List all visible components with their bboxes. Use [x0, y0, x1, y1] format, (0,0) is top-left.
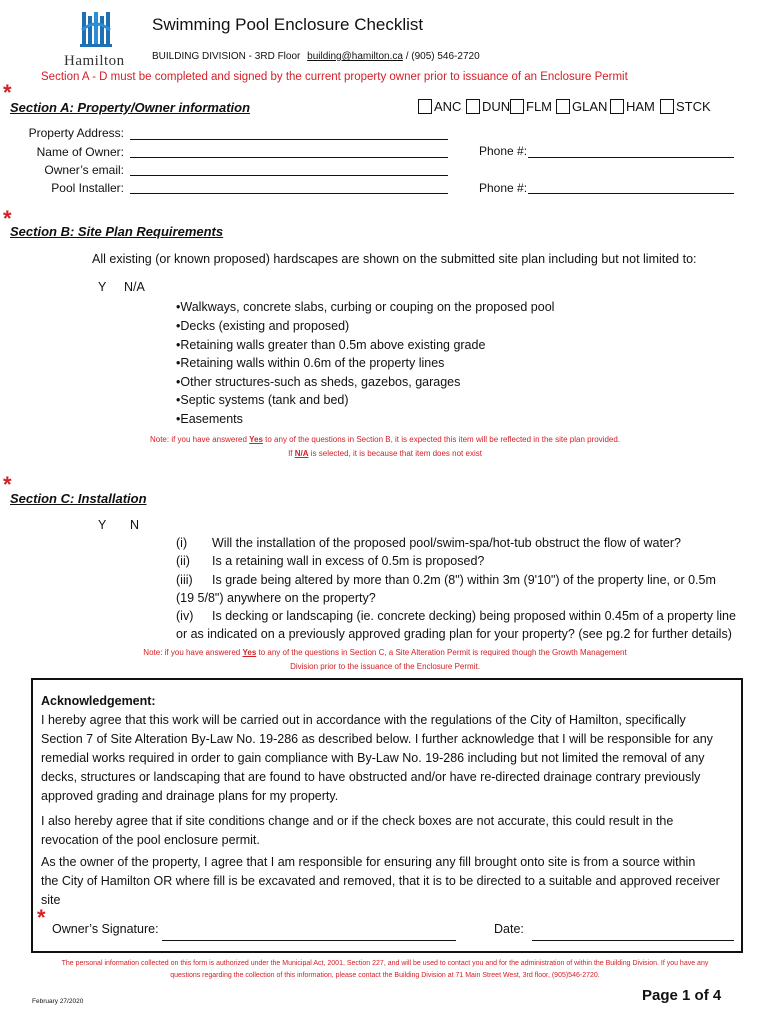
list-item: •Other structures-such as sheds, gazebos, garages [176, 375, 461, 389]
page-title: Swimming Pool Enclosure Checklist [152, 15, 424, 34]
checkbox-anc[interactable] [418, 98, 461, 114]
acknowledgement-text: remedial works required in order to gain compliance with By-Law No. 19-286 including but not limited the removal of any [41, 751, 705, 765]
checkbox-label: ANC [434, 98, 462, 114]
required-asterisk: * [3, 80, 12, 105]
owner-phone-label: Phone #: [479, 144, 528, 158]
date-label: Date: [494, 922, 524, 936]
checkbox-label: GLAN [572, 98, 608, 114]
privacy-notice-cont: questions regarding the collection of this information, please contact the Building Division at 71 Main Street West, 3rd floor, (905)546-2720. [170, 972, 600, 979]
contact-prefix: BUILDING DIVISION - 3RD Floor [152, 51, 301, 62]
list-item: •Decks (existing and proposed) [176, 319, 350, 333]
checkbox-label: STCK [676, 98, 711, 114]
column-y-label: Y [98, 280, 107, 294]
acknowledgement-text: Section 7 of Site Alteration By-Law No. 19-286 as described below. I further acknowledge that I will be responsible for any [41, 732, 713, 746]
checkbox-box[interactable] [510, 99, 524, 114]
checkbox-box[interactable] [466, 99, 480, 114]
question-text: Is a retaining wall in excess of 0.5m is proposed? [212, 554, 485, 568]
column-y-label: Y [98, 518, 107, 532]
owner-email-field[interactable] [130, 175, 448, 176]
checkbox-label: FLM [526, 98, 552, 114]
acknowledgement-text: site [41, 893, 61, 907]
column-n-label: N [130, 518, 140, 532]
acknowledgement-text: approved grading and drainage plans for my property. [41, 789, 339, 803]
pool-installer-label: Pool Installer: [51, 181, 124, 195]
question-number: (iv) [176, 609, 194, 623]
section-b-note: Note: if you have answered Yes to any of the questions in Section B, it is expected this item will be reflected in the site plan provided. [149, 435, 621, 444]
section-c-note-cont: Division prior to the issuance of the Enclosure Permit. [290, 662, 480, 671]
requirement-notice: Section A - D must be completed and signed by the current property owner prior to issuance of an Enclosure Permit [41, 71, 628, 83]
checkbox-flm[interactable] [510, 98, 552, 114]
contact-line [152, 51, 480, 62]
question-text-continued: or as indicated on a previously approved grading plan for your property? (see pg.2 for further details) [176, 627, 732, 641]
required-asterisk: * [37, 905, 46, 930]
city-logo [64, 10, 136, 69]
list-item: •Retaining walls within 0.6m of the property lines [176, 356, 445, 370]
list-item: •Easements [176, 412, 243, 426]
owner-name-label: Name of Owner: [36, 145, 124, 159]
section-b-title: Section B: Site Plan Requirements [10, 224, 224, 239]
list-item: •Retaining walls greater than 0.5m above existing grade [176, 338, 486, 352]
checkbox-label: HAM [626, 98, 655, 114]
section-b-note-na: If N/A is selected, it is because that item does not exist [288, 449, 482, 458]
hamilton-crest-icon [64, 10, 136, 50]
checkbox-box[interactable] [418, 99, 432, 114]
list-item: •Walkways, concrete slabs, curbing or couping on the proposed pool [176, 300, 555, 314]
property-address-label: Property Address: [28, 126, 124, 140]
checkbox-box[interactable] [610, 99, 624, 114]
required-asterisk: * [3, 472, 12, 497]
contact-phone: / (905) 546-2720 [405, 51, 480, 62]
page-number: Page 1 of 4 [642, 987, 722, 1004]
pool-installer-field[interactable] [130, 193, 448, 194]
required-asterisk: * [3, 206, 12, 231]
acknowledgement-text: I hereby agree that this work will be carried out in accordance with the regulations of the City of Hamilton, specifically [41, 713, 686, 727]
acknowledgement-heading: Acknowledgement: [41, 694, 156, 708]
owner-email-label: Owner’s email: [44, 163, 124, 177]
checkbox-glan[interactable] [556, 98, 607, 114]
checkbox-label: DUN [482, 98, 511, 114]
section-c-title: Section C: Installation [10, 491, 147, 506]
acknowledgement-text: revocation of the pool enclosure permit. [41, 833, 260, 847]
revision-date: February 27/2020 [32, 998, 84, 1005]
section-c-note: Note: if you have answered Yes to any of the questions in Section C, a Site Alteration Permit is required though the Growth Management [143, 648, 627, 657]
owner-name-field[interactable] [130, 157, 448, 158]
privacy-notice: The personal information collected on this form is authorized under the Municipal Act, 2001, Section 227, and will be used to contact you and for the administration of within the Building Division. If you have any [61, 960, 709, 967]
logo-wordmark: Hamilton [64, 53, 125, 69]
owner-signature-label: Owner’s Signature: [52, 922, 159, 936]
installer-phone-label: Phone #: [479, 181, 528, 195]
checkbox-dun[interactable] [466, 98, 510, 114]
question-number: (i) [176, 536, 188, 550]
checkbox-ham[interactable] [610, 98, 655, 114]
question-text: Is decking or landscaping (ie. concrete decking) being proposed within 0.45m of a property line [212, 609, 736, 623]
question-text: Will the installation of the proposed pool/swim-spa/hot-tub obstruct the flow of water? [212, 536, 681, 550]
owner-signature-field[interactable] [162, 940, 456, 941]
acknowledgement-text: decks, structures or landscaping that are found to have obstructed and/or have re-directed drainage contrary previously [41, 770, 701, 784]
acknowledgement-text: As the owner of the property, I agree that I am responsible for ensuring any fill brought onto site is from a source within [41, 855, 696, 869]
owner-phone-field[interactable] [528, 157, 734, 158]
checkbox-box[interactable] [660, 99, 674, 114]
question-text-continued: (19 5/8") anywhere on the property? [176, 591, 376, 605]
question-text: Is grade being altered by more than 0.2m (8") within 3m (9'10") of the property line, or 0.5m [212, 573, 716, 587]
contact-email-link[interactable]: building@hamilton.ca [307, 51, 403, 62]
question-number: (ii) [176, 554, 190, 568]
checkbox-stck[interactable] [660, 98, 711, 114]
question-number: (iii) [176, 573, 193, 587]
property-address-field[interactable] [130, 139, 448, 140]
section-a-title: Section A: Property/Owner information [10, 100, 251, 115]
column-na-label: N/A [124, 280, 145, 294]
date-field[interactable] [532, 940, 734, 941]
acknowledgement-text: the City of Hamilton OR where fill is be excavated and removed, that it is to be directed to a suitable and approved receiver [41, 874, 720, 888]
list-item: •Septic systems (tank and bed) [176, 393, 349, 407]
installer-phone-field[interactable] [528, 193, 734, 194]
acknowledgement-text: I also hereby agree that if site conditions change and or if the check boxes are not accurate, this could result in the [41, 814, 674, 828]
section-b-intro: All existing (or known proposed) hardscapes are shown on the submitted site plan including but not limited to: [92, 252, 697, 266]
checkbox-box[interactable] [556, 99, 570, 114]
